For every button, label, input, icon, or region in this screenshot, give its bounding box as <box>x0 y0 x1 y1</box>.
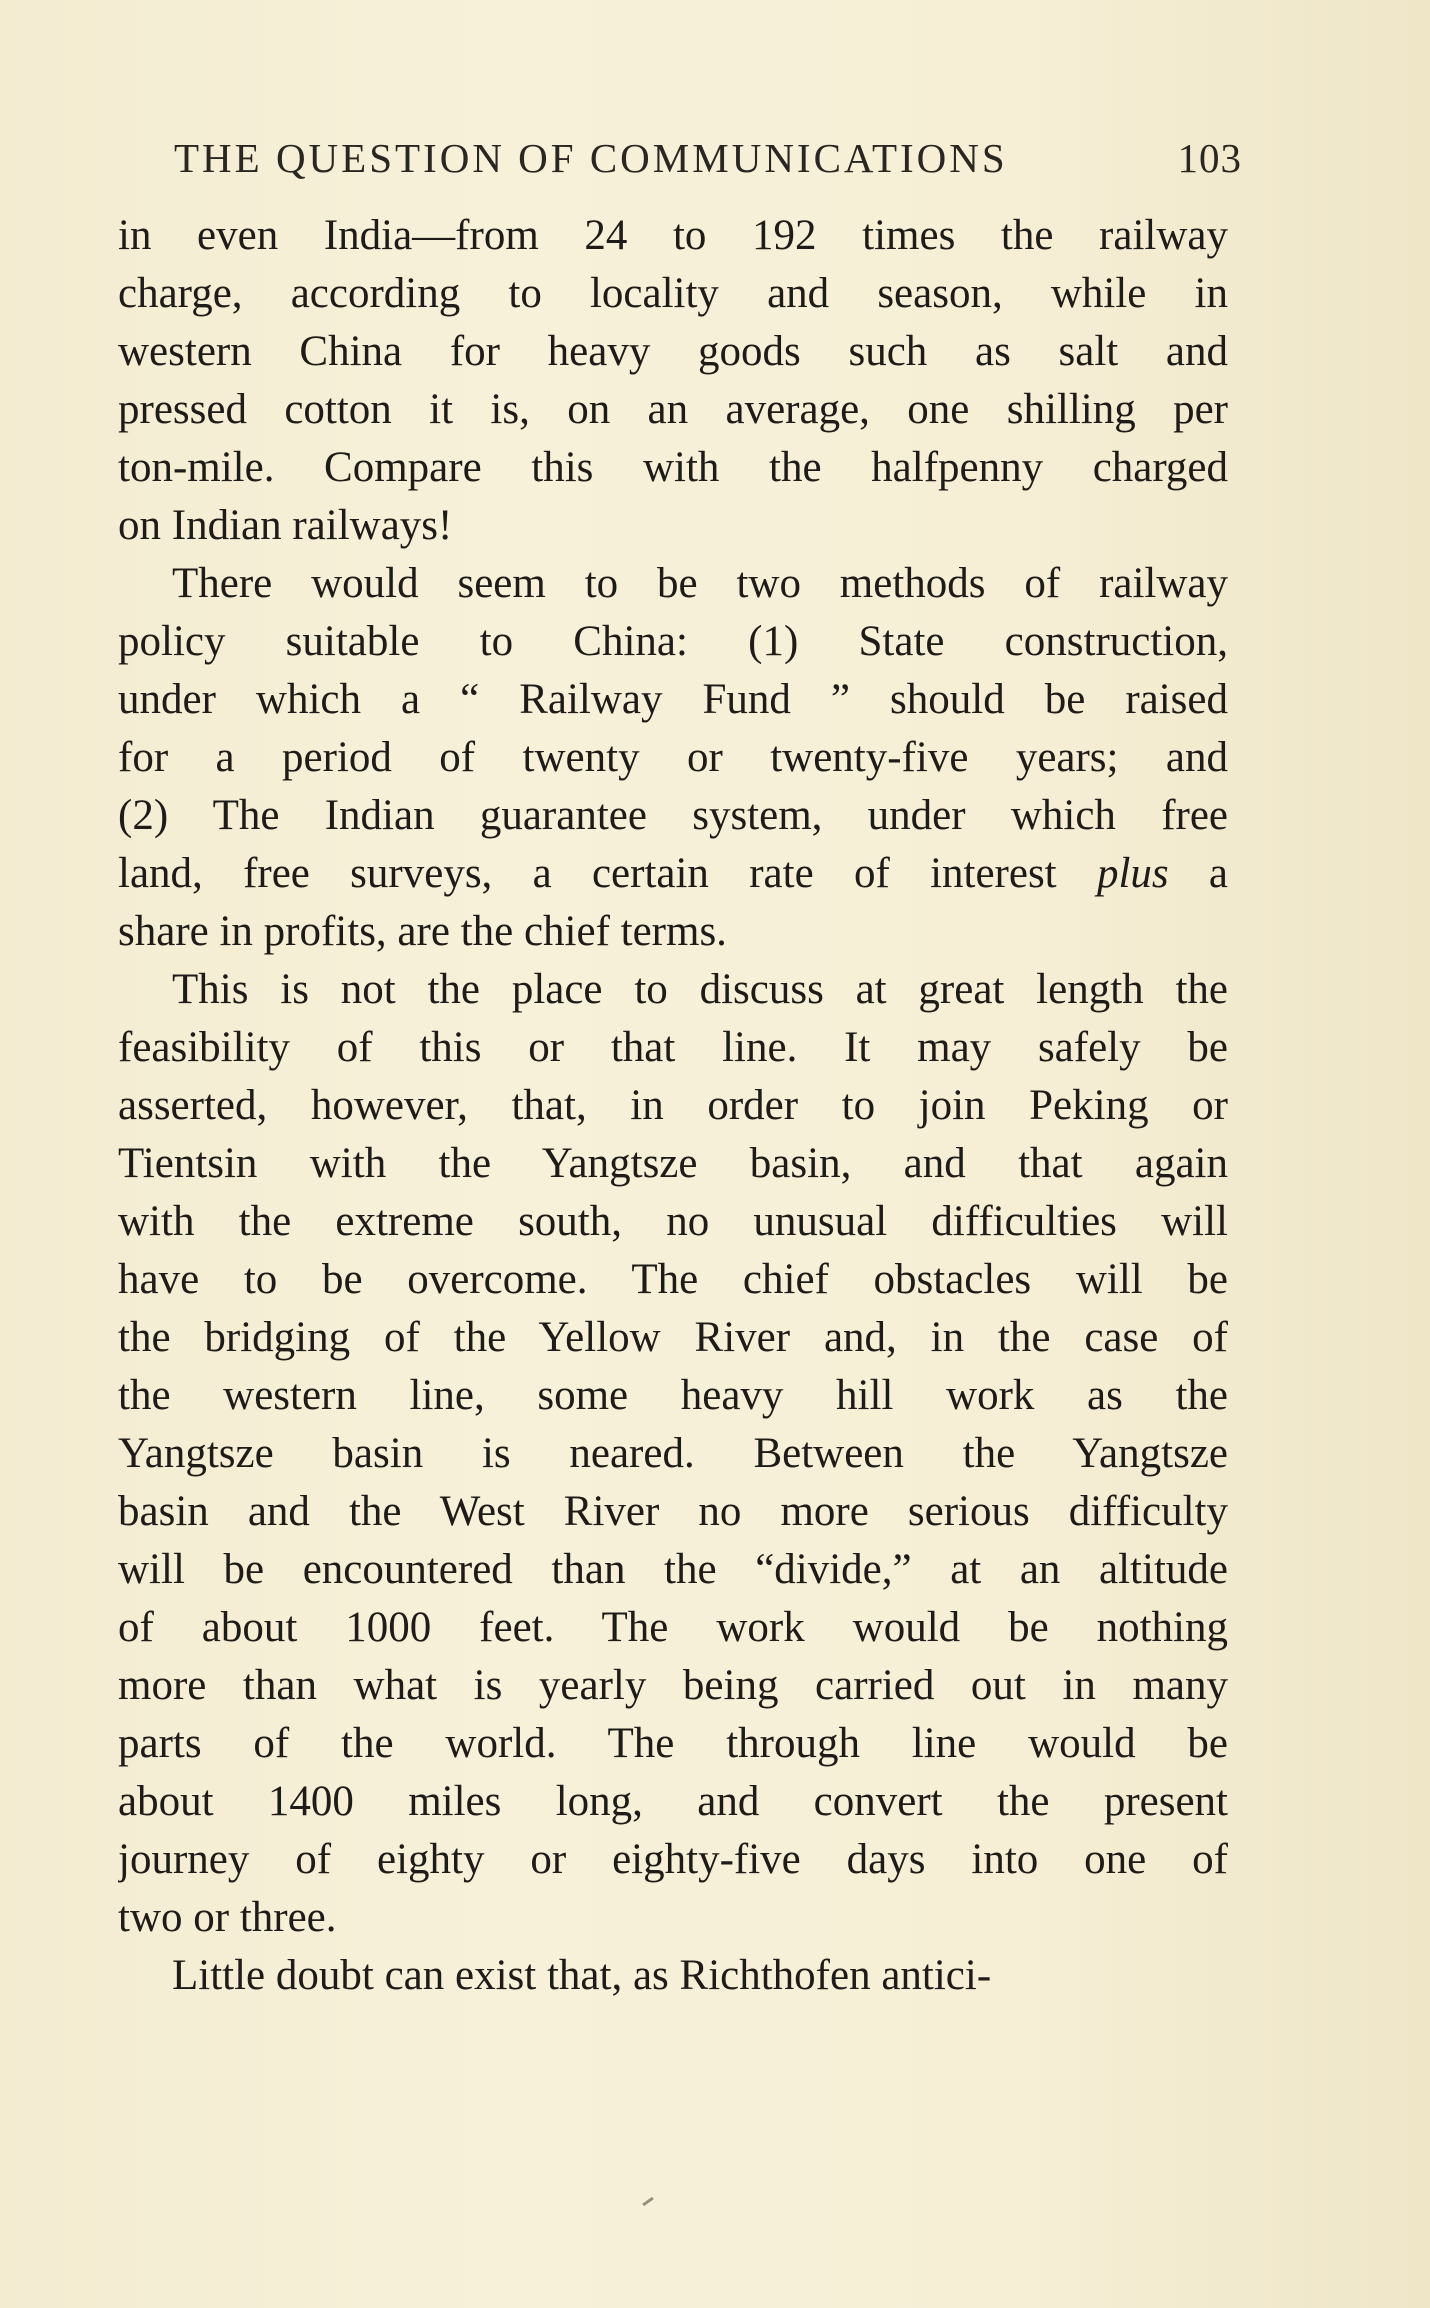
text-line: two or three. <box>118 1894 337 1941</box>
text-line: on Indian railways! <box>118 502 453 549</box>
text-line: Tientsin with the Yangtsze basin, and that again <box>118 1140 1228 1187</box>
body-text <box>118 207 1228 2007</box>
page-number: 103 <box>1177 135 1242 181</box>
text-line: Yangtsze basin is neared. Between the Yangtsze <box>118 1430 1228 1477</box>
text-segment: land, free surveys, a certain rate of interest <box>118 850 1097 897</box>
text-segment: a <box>1168 850 1228 897</box>
text-line: western China for heavy goods such as salt and <box>118 328 1228 375</box>
print-mark <box>642 2197 654 2206</box>
italic-word: plus <box>1096 850 1169 897</box>
text-line: more than what is yearly being carried out in many <box>118 1662 1228 1709</box>
text-line: There would seem to be two methods of railway <box>172 560 1228 607</box>
text-line: policy suitable to China: (1) State construction, <box>118 618 1228 665</box>
text-line: the western line, some heavy hill work as the <box>118 1372 1228 1419</box>
text-line: have to be overcome. The chief obstacles will be <box>118 1256 1228 1303</box>
text-line: with the extreme south, no unusual difficulties will <box>118 1198 1228 1245</box>
text-line: of about 1000 feet. The work would be nothing <box>118 1604 1228 1651</box>
text-line: ton-mile. Compare this with the halfpenny charged <box>118 444 1228 491</box>
text-line: This is not the place to discuss at great length the <box>172 966 1228 1013</box>
text-line-with-italic <box>118 845 1228 903</box>
text-line: for a period of twenty or twenty-five years; and <box>118 734 1228 781</box>
text-line: in even India—from 24 to 192 times the railway <box>118 212 1228 259</box>
text-line: charge, according to locality and season, while in <box>118 270 1228 317</box>
text-line: will be encountered than the “divide,” at an altitude <box>118 1546 1228 1593</box>
text-line: share in profits, are the chief terms. <box>118 908 727 955</box>
text-line: pressed cotton it is, on an average, one shilling per <box>118 386 1228 433</box>
text-line: (2) The Indian guarantee system, under which free <box>118 792 1228 839</box>
text-line: under which a “ Railway Fund ” should be raised <box>118 676 1228 723</box>
text-line: parts of the world. The through line would be <box>118 1720 1228 1767</box>
running-head: THE QUESTION OF COMMUNICATIONS <box>174 135 1008 181</box>
text-line: asserted, however, that, in order to join Peking or <box>118 1082 1228 1129</box>
text-line: Little doubt can exist that, as Richthofen antici- <box>172 1952 992 1999</box>
text-line: basin and the West River no more serious difficulty <box>118 1488 1228 1535</box>
text-line: about 1400 miles long, and convert the present <box>118 1778 1228 1825</box>
text-line: journey of eighty or eighty-five days into one of <box>118 1836 1228 1883</box>
page-header <box>174 128 1242 188</box>
text-line: feasibility of this or that line. It may safely be <box>118 1024 1228 1071</box>
text-line: the bridging of the Yellow River and, in the case of <box>118 1314 1228 1361</box>
